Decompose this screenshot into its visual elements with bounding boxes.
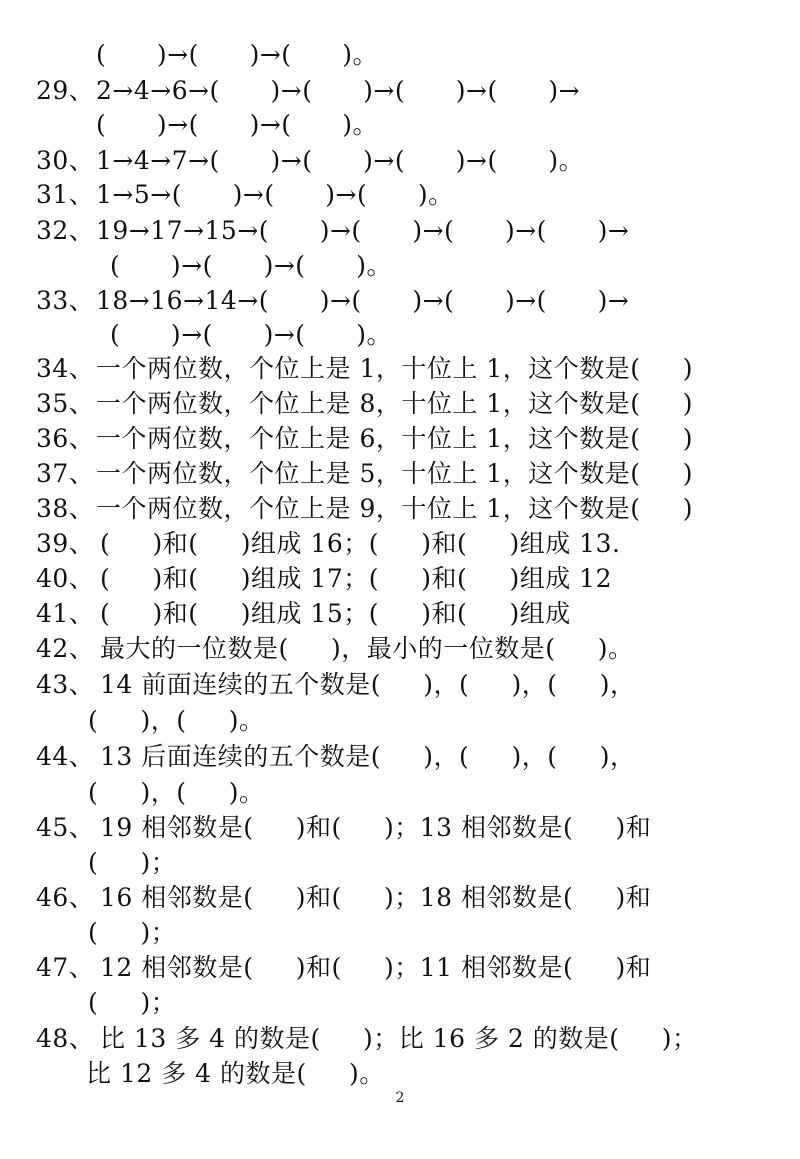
question-line <box>0 986 800 1020</box>
question-line <box>0 249 800 283</box>
question-text: 19→17→15→( )→( )→( )→( )→ <box>96 216 630 245</box>
question-text: ( )→( )→( )。 <box>96 110 378 139</box>
question-text: 1→5→( )→( )→( )。 <box>96 180 454 209</box>
question-line <box>0 740 800 774</box>
question-line <box>0 1057 800 1091</box>
question-line <box>0 214 800 248</box>
question-text: ( )→( )→( )。 <box>110 320 392 349</box>
question-number: 44、 <box>36 742 95 771</box>
question-line <box>0 1022 800 1056</box>
question-number: 41、 <box>36 599 95 628</box>
question-text: ( )； <box>88 848 177 877</box>
question-line <box>0 632 800 666</box>
question-number: 40、 <box>36 564 95 593</box>
question-text: 一个两位数，个位上是 1，十位上 1，这个数是( ) <box>96 354 693 383</box>
question-line <box>0 457 800 491</box>
question-text: 13 后面连续的五个数是( )，( )，( )， <box>100 742 636 771</box>
question-line <box>0 492 800 526</box>
question-line <box>0 704 800 738</box>
question-line <box>0 811 800 845</box>
question-text: 2→4→6→( )→( )→( )→( )→ <box>96 76 581 105</box>
question-text: ( )→( )→( )。 <box>96 40 378 69</box>
question-text: 最大的一位数是( )，最小的一位数是( )。 <box>100 634 634 663</box>
question-number: 45、 <box>36 813 95 842</box>
question-number: 39、 <box>36 529 95 558</box>
question-line <box>0 74 800 108</box>
question-text: ( )； <box>88 918 177 947</box>
question-text: 14 前面连续的五个数是( )，( )，( )， <box>100 670 636 699</box>
question-line <box>0 597 800 631</box>
question-number: 31、 <box>36 180 95 209</box>
question-line <box>0 387 800 421</box>
question-line <box>0 562 800 596</box>
question-line <box>0 178 800 212</box>
page-number: 2 <box>395 1090 405 1106</box>
question-text: ( )和( )组成 15；( )和( )组成 <box>100 599 571 628</box>
question-number: 32、 <box>36 216 95 245</box>
question-line <box>0 881 800 915</box>
question-text: ( )和( )组成 17；( )和( )组成 12 <box>100 564 612 593</box>
question-line <box>0 951 800 985</box>
question-text: 一个两位数，个位上是 6，十位上 1，这个数是( ) <box>96 424 693 453</box>
question-text: 一个两位数，个位上是 9，十位上 1，这个数是( ) <box>96 494 693 523</box>
question-number: 47、 <box>36 953 95 982</box>
question-line <box>0 144 800 178</box>
question-line <box>0 284 800 318</box>
question-line <box>0 318 800 352</box>
question-text: 比 13 多 4 的数是( )；比 16 多 2 的数是( )； <box>100 1024 698 1053</box>
question-line <box>0 527 800 561</box>
question-line <box>0 668 800 702</box>
question-line <box>0 352 800 386</box>
question-text: ( )，( )。 <box>88 778 265 807</box>
question-number: 46、 <box>36 883 95 912</box>
question-number: 29、 <box>36 76 95 105</box>
question-line <box>0 108 800 142</box>
question-text: ( )，( )。 <box>88 706 265 735</box>
question-text: ( )→( )→( )。 <box>110 251 392 280</box>
question-line <box>0 422 800 456</box>
question-text: ( )和( )组成 16；( )和( )组成 13. <box>100 529 621 558</box>
question-text: 比 12 多 4 的数是( )。 <box>86 1059 385 1088</box>
question-line <box>0 38 800 72</box>
question-text: 一个两位数，个位上是 8，十位上 1，这个数是( ) <box>96 389 693 418</box>
question-text: 1→4→7→( )→( )→( )→( )。 <box>96 146 585 175</box>
question-number: 37、 <box>36 459 95 488</box>
question-text: 18→16→14→( )→( )→( )→( )→ <box>96 286 630 315</box>
question-text: 16 相邻数是( )和( )；18 相邻数是( )和 <box>100 883 652 912</box>
question-text: 19 相邻数是( )和( )；13 相邻数是( )和 <box>100 813 652 842</box>
question-number: 36、 <box>36 424 95 453</box>
question-number: 43、 <box>36 670 95 699</box>
question-number: 48、 <box>36 1024 95 1053</box>
question-line <box>0 846 800 880</box>
question-line <box>0 776 800 810</box>
question-number: 33、 <box>36 286 95 315</box>
question-number: 34、 <box>36 354 95 383</box>
question-number: 42、 <box>36 634 95 663</box>
question-line <box>0 916 800 950</box>
question-number: 30、 <box>36 146 95 175</box>
question-number: 35、 <box>36 389 95 418</box>
question-text: 一个两位数，个位上是 5，十位上 1，这个数是( ) <box>96 459 693 488</box>
question-text: ( )； <box>88 988 177 1017</box>
question-number: 38、 <box>36 494 95 523</box>
question-text: 12 相邻数是( )和( )；11 相邻数是( )和 <box>100 953 652 982</box>
